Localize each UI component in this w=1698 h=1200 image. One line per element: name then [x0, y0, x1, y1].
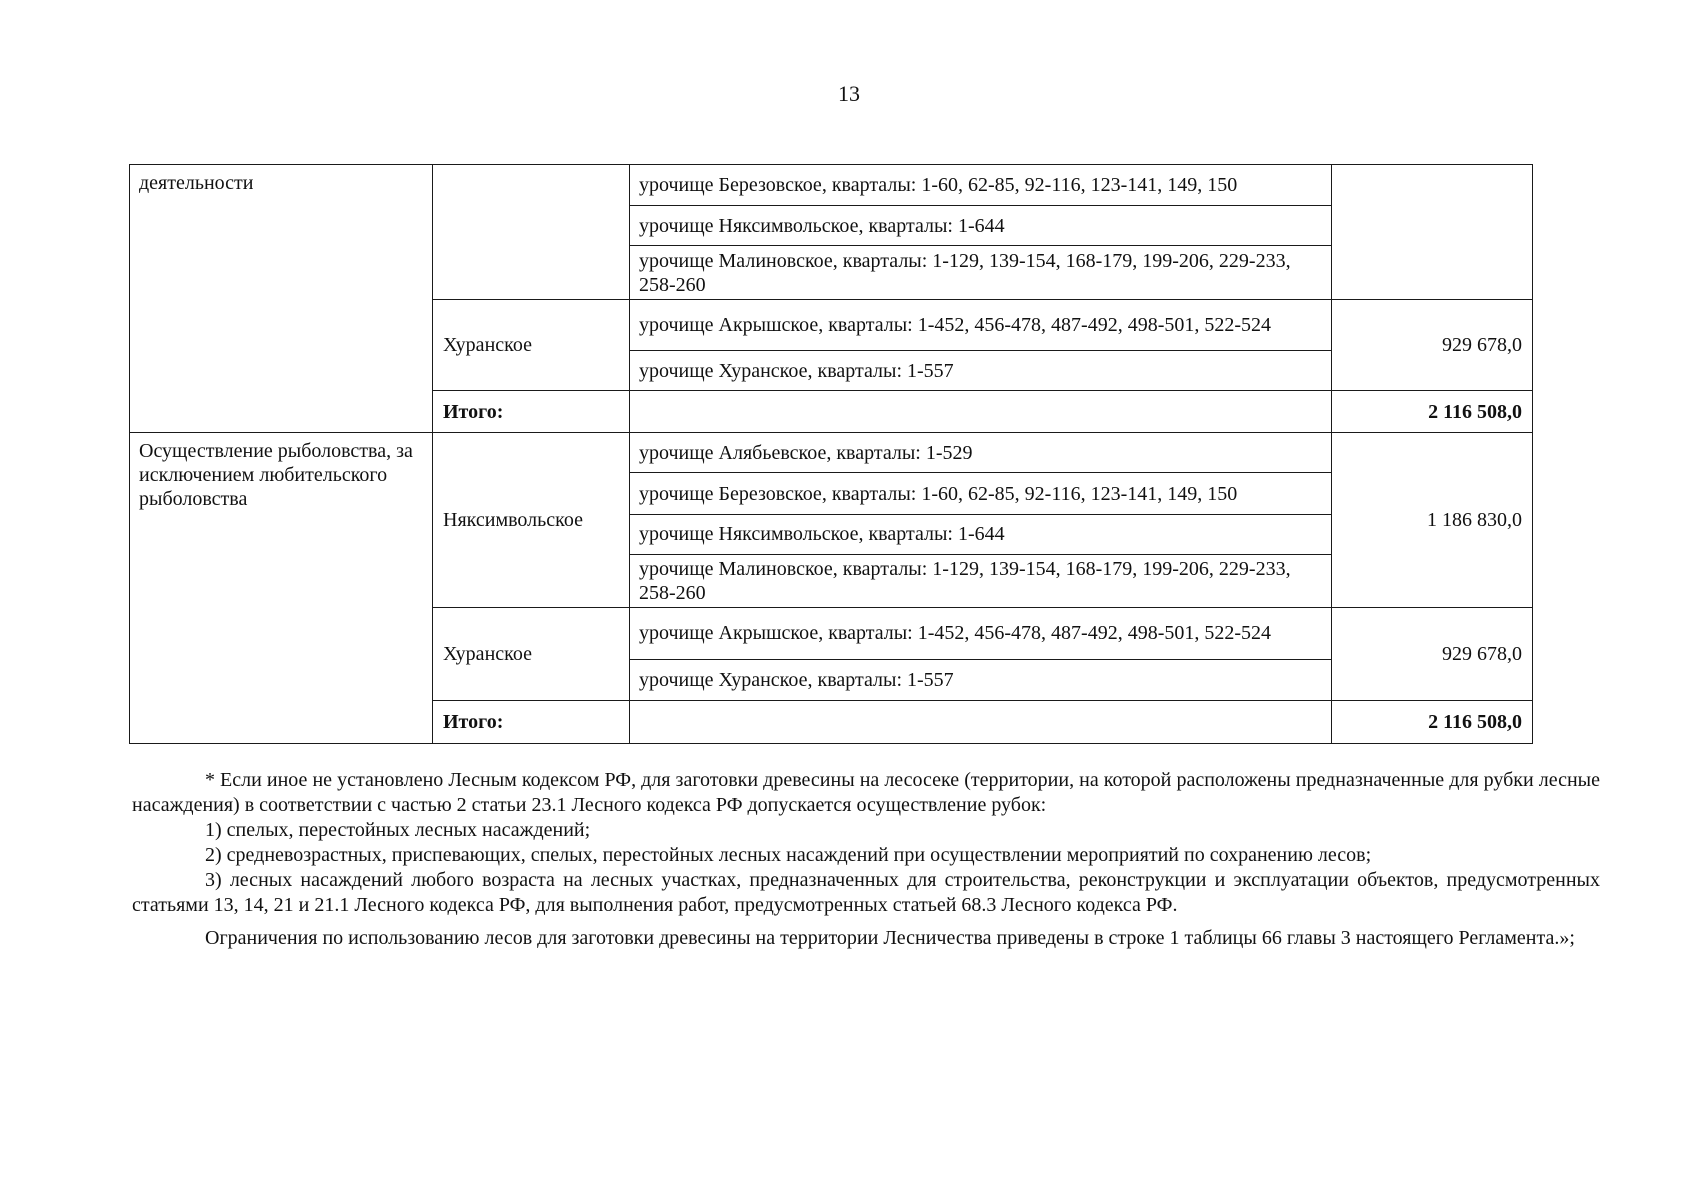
table-row	[130, 165, 1533, 206]
place-cell: урочище Хуранское, кварталы: 1-557	[630, 659, 1332, 700]
footnote-item-2: 2) средневозрастных, приспевающих, спелых, перестойных лесных насаждений при осуществлении мероприятий по сохранению лесов;	[205, 844, 1372, 866]
total-place-empty	[630, 700, 1332, 743]
place-cell: урочище Акрышское, кварталы: 1-452, 456-478, 487-492, 498-501, 522-524	[630, 607, 1332, 659]
volume-cell: 929 678,0	[1332, 607, 1533, 700]
total-label: Итого:	[433, 391, 630, 433]
forest-use-table	[129, 164, 1533, 744]
activity-cell: деятельности	[130, 165, 433, 433]
table-row	[130, 433, 1533, 473]
footnote	[132, 768, 1600, 956]
footnote-intro: * Если иное не установлено Лесным кодексом РФ, для заготовки древесины на лесосеке (территории, на которой расположены предназначенные для рубки лесные насаждения) в соответствии с частью 2 статьи 23.1 Лесного кодекса РФ допускается осуществление рубок:	[132, 769, 1600, 816]
place-cell: урочище Малиновское, кварталы: 1-129, 139-154, 168-179, 199-206, 229-233, 258-260	[630, 246, 1332, 300]
place-cell: урочище Березовское, кварталы: 1-60, 62-85, 92-116, 123-141, 149, 150	[630, 165, 1332, 206]
volume-cell: 929 678,0	[1332, 300, 1533, 391]
tract-cell: Хуранское	[433, 607, 630, 700]
footnote-restriction: Ограничения по использованию лесов для заготовки древесины на территории Лесничества приведены в строке 1 таблицы 66 главы 3 настоящего Регламента.»;	[205, 927, 1575, 949]
tract-cell-empty	[433, 165, 630, 300]
tract-cell: Хуранское	[433, 300, 630, 391]
total-volume: 2 116 508,0	[1332, 700, 1533, 743]
tract-cell: Няксимвольское	[433, 433, 630, 607]
footnote-item-1: 1) спелых, перестойных лесных насаждений;	[205, 819, 591, 841]
volume-cell: 1 186 830,0	[1332, 433, 1533, 607]
place-cell: урочище Березовское, кварталы: 1-60, 62-85, 92-116, 123-141, 149, 150	[630, 473, 1332, 514]
place-cell: урочище Алябьевское, кварталы: 1-529	[630, 433, 1332, 473]
place-cell: урочище Акрышское, кварталы: 1-452, 456-478, 487-492, 498-501, 522-524	[630, 300, 1332, 351]
place-cell: урочище Хуранское, кварталы: 1-557	[630, 351, 1332, 391]
footnote-item-3: 3) лесных насаждений любого возраста на лесных участках, предназначенных для строительства, реконструкции и эксплуатации объектов, предусмотренных статьями 13, 14, 21 и 21.1 Лесного кодекса РФ, для выполнения работ, предусмотренных статьей 68.3 Лесного кодекса РФ.	[132, 869, 1600, 916]
place-cell: урочище Няксимвольское, кварталы: 1-644	[630, 514, 1332, 554]
place-cell: урочище Малиновское, кварталы: 1-129, 139-154, 168-179, 199-206, 229-233, 258-260	[630, 554, 1332, 607]
place-cell: урочище Няксимвольское, кварталы: 1-644	[630, 206, 1332, 246]
total-place-empty	[630, 391, 1332, 433]
total-label: Итого:	[433, 700, 630, 743]
page-number: 13	[838, 81, 860, 106]
activity-cell: Осуществление рыболовства, за исключением любительского рыболовства	[130, 433, 433, 744]
total-volume: 2 116 508,0	[1332, 391, 1533, 433]
volume-cell-empty	[1332, 165, 1533, 300]
